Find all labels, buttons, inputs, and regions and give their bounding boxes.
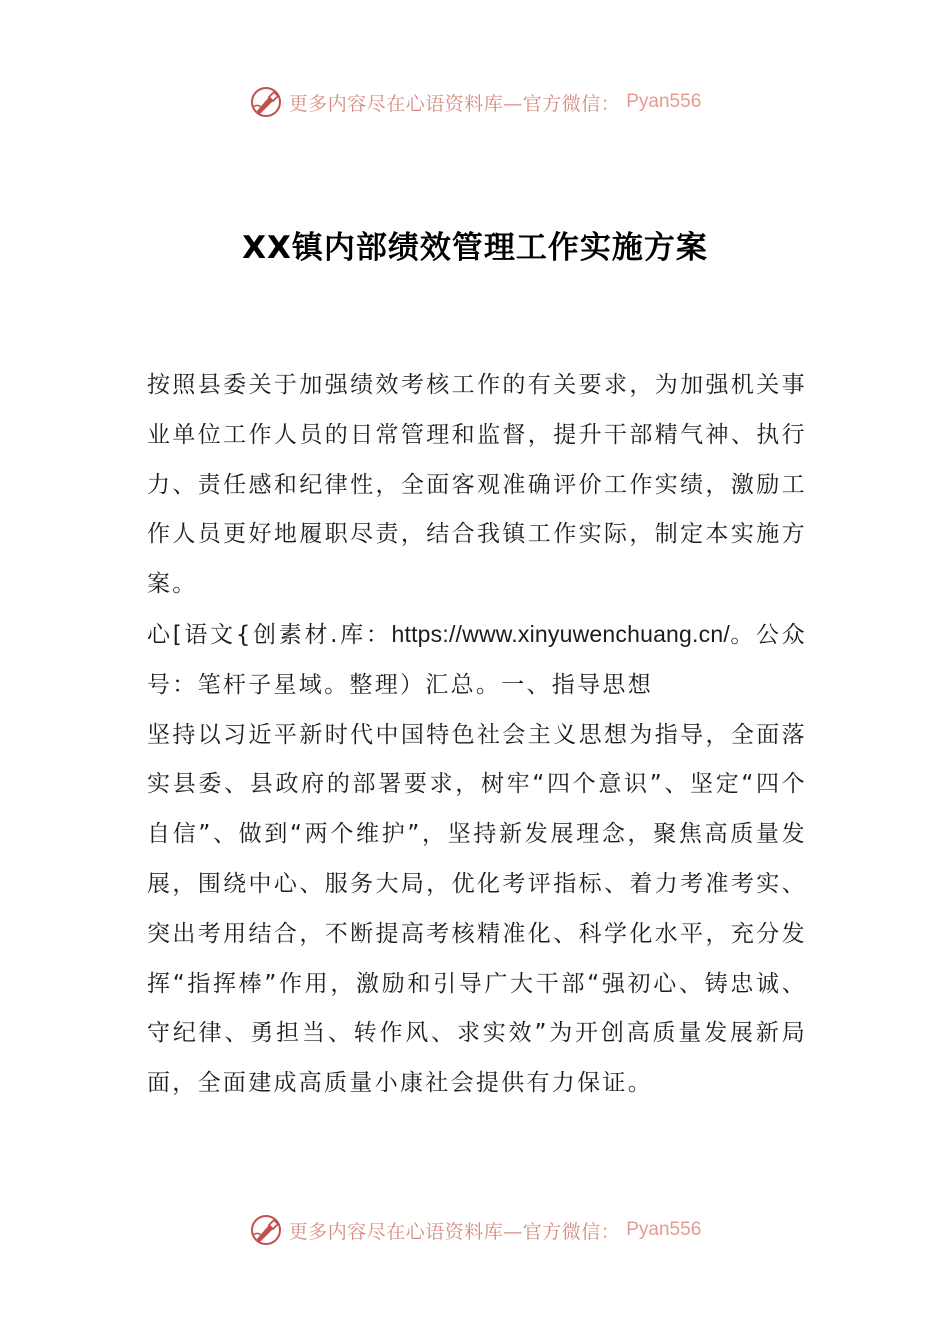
banner-wechat-id: Pyan556 [626,91,702,112]
pen-nib-icon [249,1213,283,1247]
source-prefix: 心[语文{创素材.库： [147,621,392,648]
footer-banner [0,1210,950,1250]
source-url: https://www.xinyuwenchuang.cn/ [391,620,730,647]
document-body [147,361,807,1109]
document-title: XX镇内部绩效管理工作实施方案 [242,230,708,266]
paragraph-guiding-thought: 坚持以习近平新时代中国特色社会主义思想为指导，全面落实县委、县政府的部署要求，树牢“四个意识”、坚定“四个自信”、做到“两个维护”，坚持新发展理念，聚焦高质量发展，围绕中心、服务大局，优化考评指标、着力考准考实、突出考用结合，不断提高考核精准化、科学化水平，充分发挥“指挥棒”作用，激励和引导广大干部“强初心、铸忠诚、守纪律、勇担当、转作风、求实效”为开创高质量发展新局面，全面建成高质量小康社会提供有力保证。 [147,721,807,1097]
banner-text: 更多内容尽在心语资料库—官方微信： [288,1220,621,1243]
banner-wechat-id: Pyan556 [626,1219,702,1240]
paragraph-source [147,610,807,711]
source-suffix: 。公众号：笔杆子星域。整理）汇总。一、指导思想 [147,621,807,698]
pen-nib-icon [249,85,283,119]
banner-text: 更多内容尽在心语资料库—官方微信： [288,92,621,115]
paragraph-intro: 按照县委关于加强绩效考核工作的有关要求，为加强机关事业单位工作人员的日常管理和监督，提升干部精气神、执行力、责任感和纪律性，全面客观准确评价工作实绩，激励工作人员更好地履职尽责，结合我镇工作实际，制定本实施方案。 [147,372,807,598]
header-banner [0,82,950,122]
